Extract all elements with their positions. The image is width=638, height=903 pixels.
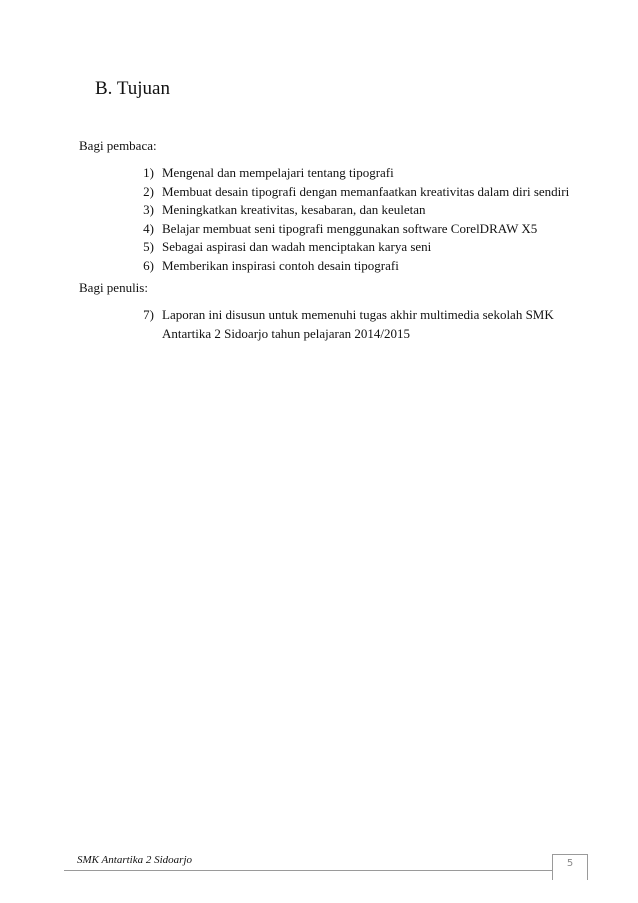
list-item-text: Mengenal dan mempelajari tentang tipografi	[162, 165, 394, 180]
readers-label: Bagi pembaca:	[79, 138, 157, 153]
list-item	[128, 257, 569, 276]
list-item-number: 4)	[143, 220, 154, 236]
list-item	[128, 164, 569, 183]
list-item-number: 5)	[143, 239, 154, 254]
readers-list	[128, 164, 569, 275]
list-item-text: Memberikan inspirasi contoh desain tipografi	[162, 257, 399, 273]
list-item-text: Laporan ini disusun untuk memenuhi tugas akhir multimedia sekolah SMK Antartika 2 Sidoarjo tahun pelajaran 2014/2015	[162, 307, 554, 341]
list-item-text: Meningkatkan kreativitas, kesabaran, dan keuletan	[162, 202, 426, 217]
footer-school: SMK Antartika 2 Sidoarjo	[77, 854, 192, 866]
list-item-text: Membuat desain tipografi dengan memanfaatkan kreativitas dalam diri sendiri	[162, 183, 570, 199]
list-item-number: 7)	[143, 307, 154, 322]
list-item	[128, 183, 569, 202]
list-item-number: 3)	[143, 202, 154, 217]
list-item	[128, 201, 569, 220]
list-item-number: 6)	[143, 257, 154, 273]
list-item	[128, 306, 557, 343]
page-number: 5	[566, 858, 574, 869]
writers-list	[128, 306, 557, 343]
footer-divider	[64, 870, 552, 871]
section-heading: B. Tujuan	[95, 78, 170, 99]
list-item-number: 1)	[143, 165, 154, 180]
writers-label: Bagi penulis:	[79, 280, 148, 295]
list-item-number: 2)	[143, 183, 154, 199]
list-item-text: Sebagai aspirasi dan wadah menciptakan karya seni	[162, 239, 432, 254]
list-item	[128, 238, 569, 257]
list-item-text: Belajar membuat seni tipografi menggunakan software CorelDRAW X5	[162, 220, 538, 236]
list-item	[128, 220, 569, 239]
